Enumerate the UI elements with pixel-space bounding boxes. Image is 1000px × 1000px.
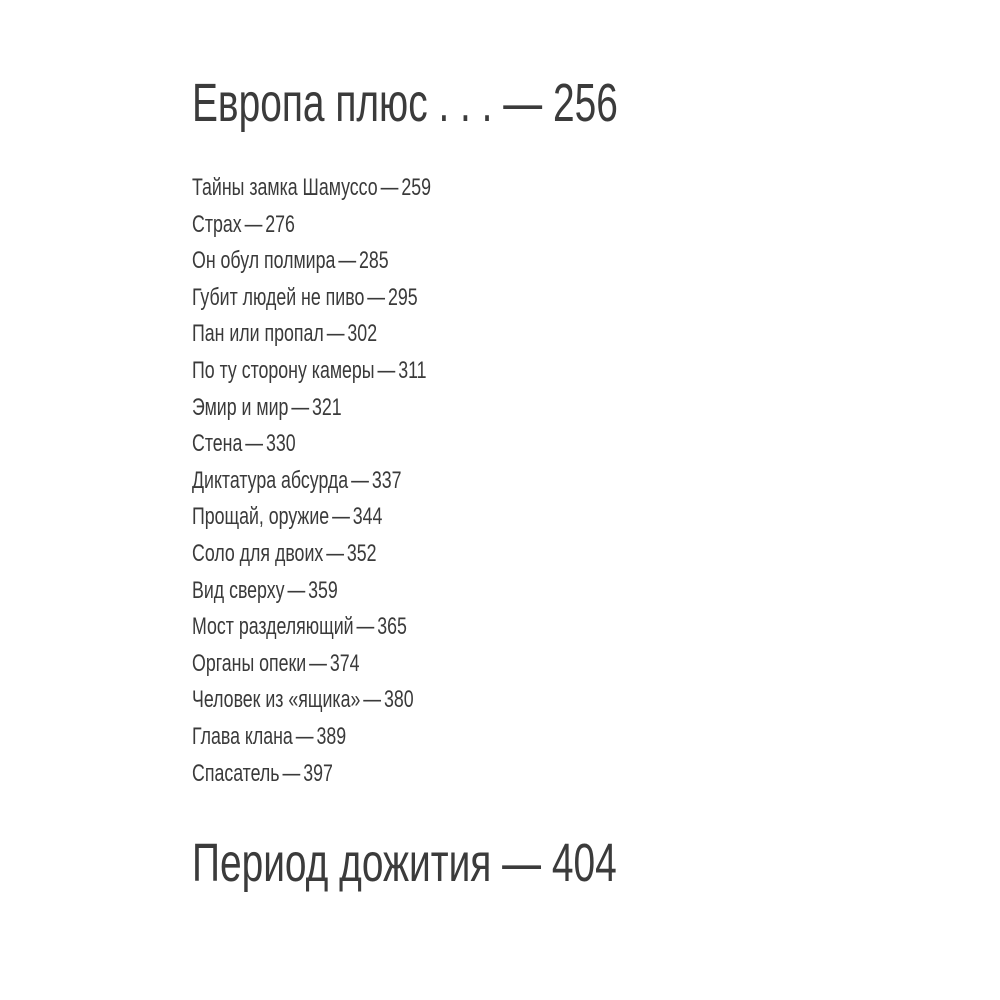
toc-entry-title: Глава клана — [192, 722, 293, 750]
toc-entry-page: 321 — [312, 393, 342, 421]
toc-entry-page: 259 — [401, 174, 431, 201]
toc-entry — [192, 719, 431, 756]
toc-entry-page: 295 — [388, 283, 418, 311]
toc-entry-title: Тайны замка Шамуссо — [192, 174, 378, 201]
toc-entry-separator: — — [363, 686, 382, 714]
toc-entry-title: Спасатель — [192, 759, 280, 787]
toc-entry — [192, 207, 431, 244]
toc-entry-page: 337 — [371, 466, 402, 494]
section-heading-europe — [192, 73, 618, 133]
toc-entry-title: Страх — [192, 210, 242, 238]
toc-entry — [192, 353, 431, 390]
toc-entry — [192, 609, 431, 646]
toc-entry-separator: — — [326, 320, 345, 348]
toc-entry — [192, 682, 431, 719]
toc-entry-title: По ту сторону камеры — [192, 356, 375, 384]
toc-entry-title: Диктатура абсурда — [192, 466, 349, 494]
section-page-number: 256 — [552, 73, 618, 133]
toc-entry-page: 389 — [316, 722, 347, 750]
toc-entry-separator: — — [245, 430, 264, 458]
toc-entry-title: Человек из «ящика» — [192, 686, 361, 714]
toc-entry-title: Прощай, оружие — [192, 503, 330, 531]
toc-entry-title: Пан или пропал — [192, 320, 324, 348]
section-separator: — — [502, 833, 542, 893]
toc-entry-page: 380 — [384, 686, 414, 714]
toc-entry — [192, 390, 431, 427]
toc-entry-title: Он обул полмира — [192, 247, 336, 275]
toc-entry-separator: — — [367, 283, 386, 311]
toc-entry-separator: — — [295, 722, 314, 750]
toc-entry-separator: — — [338, 247, 357, 275]
toc-entry-page: 344 — [352, 503, 383, 531]
toc-entry-title: Органы опеки — [192, 649, 307, 677]
toc-entry-title: Соло для двоих — [192, 539, 324, 567]
toc-entry — [192, 646, 431, 683]
toc-entry-separator: — — [291, 393, 310, 421]
toc-entry — [192, 756, 431, 793]
toc-entry — [192, 316, 431, 353]
toc-entry — [192, 280, 431, 317]
toc-entry-separator: — — [244, 210, 263, 238]
toc-entry-separator: — — [309, 649, 327, 677]
toc-entry-page: 302 — [347, 320, 378, 348]
toc-list — [192, 170, 515, 792]
toc-entry-title: Стена — [192, 430, 243, 458]
toc-entry-separator: — — [287, 576, 306, 604]
section-separator: — — [503, 73, 543, 133]
toc-entry-title: Эмир и мир — [192, 393, 289, 421]
toc-entry-page: 285 — [359, 247, 389, 275]
toc-entry-separator: — — [326, 539, 344, 567]
section-title-text: Европа плюс . . . — [192, 73, 493, 133]
toc-entry — [192, 573, 431, 610]
toc-entry-page: 311 — [398, 356, 427, 384]
toc-entry — [192, 170, 431, 207]
section-title-text: Период дожития — [192, 833, 492, 893]
section-heading-period — [192, 833, 617, 893]
toc-entry-separator: — — [282, 759, 301, 787]
toc-entry-page: 365 — [377, 613, 407, 641]
toc-entry — [192, 499, 431, 536]
toc-entry-title: Губит людей не пиво — [192, 283, 365, 311]
toc-entry-title: Вид сверху — [192, 576, 285, 604]
toc-entry-title: Мост разделяющий — [192, 613, 354, 641]
toc-entry-separator: — — [380, 174, 399, 201]
toc-entry-page: 352 — [346, 539, 377, 567]
section-page-number: 404 — [551, 833, 617, 893]
toc-entry-separator: — — [351, 466, 369, 494]
toc-entry-page: 374 — [329, 649, 360, 677]
toc-entry-page: 397 — [303, 759, 333, 787]
toc-entry — [192, 463, 431, 500]
toc-entry-separator: — — [377, 356, 396, 384]
toc-entry-page: 359 — [308, 576, 338, 604]
toc-entry-page: 276 — [265, 210, 295, 238]
toc-entry — [192, 243, 431, 280]
toc-entry-separator: — — [356, 613, 375, 641]
toc-entry — [192, 536, 431, 573]
toc-entry-separator: — — [332, 503, 350, 531]
toc-entry — [192, 426, 431, 463]
toc-entry-page: 330 — [266, 430, 296, 458]
